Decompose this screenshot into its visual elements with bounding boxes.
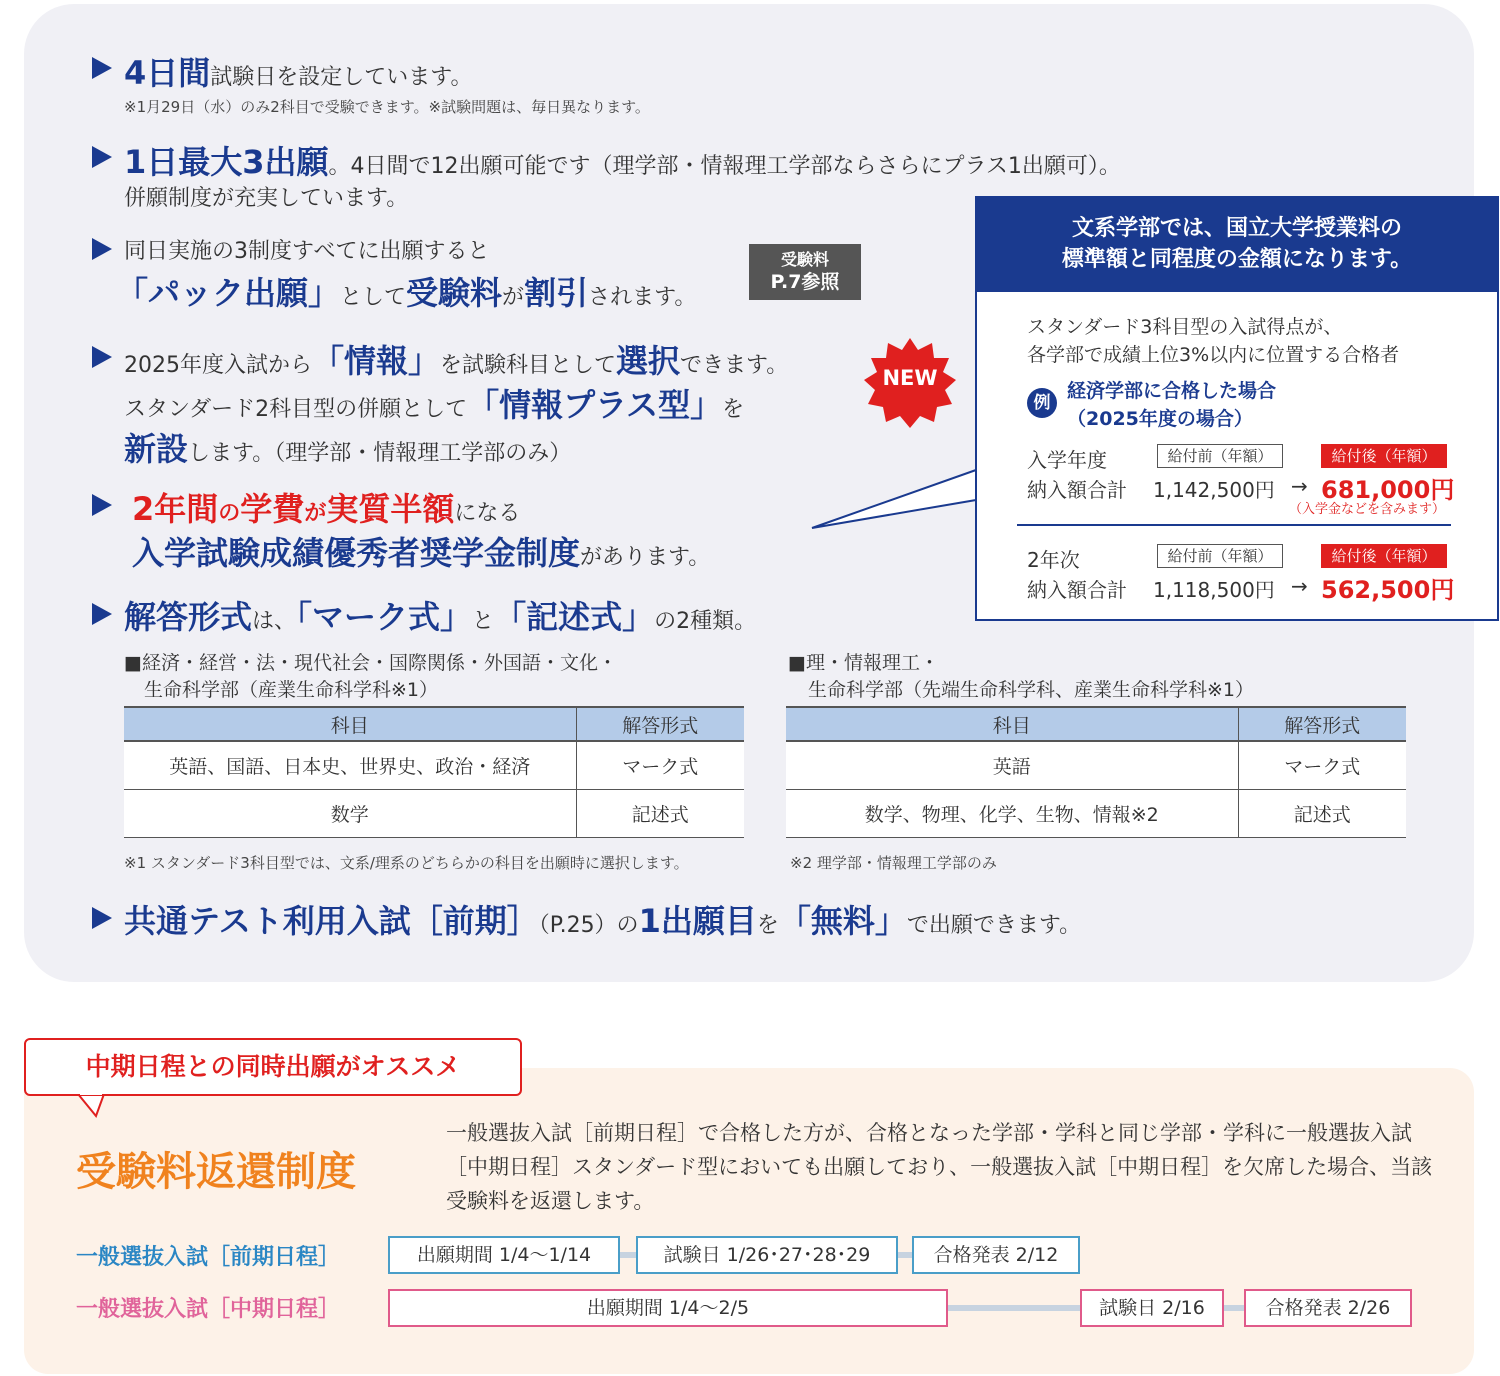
bullet-1-note: ※1月29日（水）のみ2科目で受験できます。※試験問題は、毎日異なります。 <box>124 98 650 116</box>
after-tag: 給付後（年額） <box>1321 444 1447 468</box>
bullet-4-line3: 新設します。（理学部・情報理工学部のみ） <box>124 430 572 468</box>
row1-before: 1,142,500円 <box>1153 478 1275 502</box>
callout-desc-1: スタンダード3科目型の入試得点が、 <box>1027 316 1343 338</box>
bullet-2-text: 。4日間で12出願可能です（理学部・情報理工学部ならさらにプラス1出願可）。 <box>328 154 1121 179</box>
example-subtitle: （2025年度の場合） <box>1067 408 1253 430</box>
left-footnote: ※1 スタンダード3科目型では、文系/理系のどちらかの科目を出願時に選択します。 <box>124 854 689 872</box>
bullet-5-line1: 2年間の学費が実質半額になる <box>132 490 521 528</box>
connector <box>946 1305 1082 1311</box>
mid-exam-date: 試験日 2/16 <box>1080 1289 1224 1327</box>
bullet-3-line1: 同日実施の3制度すべてに出願すると <box>124 239 490 264</box>
callout-header: 文系学部では、国立大学授業料の 標準額と同程度の金額になります。 <box>977 198 1497 292</box>
connector <box>1222 1305 1246 1311</box>
early-apply-period: 出願期間 1/4〜1/14 <box>388 1236 620 1274</box>
before-tag: 給付前（年額） <box>1157 444 1283 468</box>
row2-label: 2年次 <box>1027 548 1080 572</box>
row2-after: 562,500円 <box>1321 576 1455 604</box>
after-tag: 給付後（年額） <box>1321 544 1447 568</box>
table-row: 数学、物理、化学、生物、情報※2 記述式 <box>786 789 1406 837</box>
bullet-4-line1: 2025年度入試から「情報」を試験科目として選択できます。 <box>124 342 789 380</box>
early-schedule-label: 一般選抜入試［前期日程］ <box>76 1245 341 1270</box>
bullet-6: 解答形式は、「マーク式」と「記述式」の2種類。 <box>124 598 757 636</box>
early-result-date: 合格発表 2/12 <box>912 1236 1080 1274</box>
row1-note: （入学金などを含みます） <box>1289 502 1446 517</box>
left-table-caption-1: ■経済・経営・法・現代社会・国際関係・外国語・文化・ <box>124 652 617 674</box>
right-table-caption-2: 生命科学部（先端生命科学科、産業生命科学科※1） <box>808 679 1255 701</box>
table-header: 解答形式 <box>1238 707 1406 741</box>
row1-label-2: 納入額合計 <box>1027 478 1127 502</box>
right-footnote: ※2 理学部・情報理工学部のみ <box>790 854 997 872</box>
recommend-label: 中期日程との同時出願がオススメ <box>24 1038 522 1096</box>
table-row: 英語 マーク式 <box>786 741 1406 789</box>
arrow-icon: → <box>1291 474 1308 498</box>
left-table-caption-2: 生命科学部（産業生命科学科※1） <box>144 679 439 701</box>
callout-desc-2: 各学部で成績上位3%以内に位置する合格者 <box>1027 344 1400 366</box>
bullet-4-line2: スタンダード2科目型の併願として「情報プラス型」を <box>124 386 745 424</box>
bullet-7: 共通テスト利用入試［前期］（P.25）の1出願目を「無料」で出願できます。 <box>124 902 1082 940</box>
example-title: 経済学部に合格した場合 <box>1067 380 1277 402</box>
bullet-2-line2: 併願制度が充実しています。 <box>124 186 409 211</box>
row2-before: 1,118,500円 <box>1153 578 1275 602</box>
mid-result-date: 合格発表 2/26 <box>1244 1289 1412 1327</box>
table-header: 解答形式 <box>576 707 744 741</box>
mid-schedule-label: 一般選抜入試［中期日程］ <box>76 1297 341 1322</box>
new-badge: NEW <box>862 336 958 432</box>
bullet-5-line2: 入学試験成績優秀者奨学金制度があります。 <box>132 534 711 572</box>
fee-reference-badge: 受験料 P.7参照 <box>749 244 861 300</box>
example-mark: 例 <box>1027 388 1057 418</box>
table-row: 英語、国語、日本史、世界史、政治・経済 マーク式 <box>124 741 744 789</box>
bullet-3-line2: 「パック出願」として受験料が割引されます。 <box>116 274 697 312</box>
refund-description: 一般選抜入試［前期日程］で合格した方が、合格となった学部・学科と同じ学部・学科に一般選抜入試［中期日程］スタンダード型においても出願しており、一般選抜入試［中期日程］を欠席した場合、当該受験料を返還します。 <box>446 1121 1433 1213</box>
bullet-2-emphasis: 1日最大3出願 <box>124 143 329 181</box>
arrow-icon: → <box>1291 574 1308 598</box>
row1-label: 入学年度 <box>1027 448 1107 472</box>
early-exam-date: 試験日 1/26･27･28･29 <box>636 1236 898 1274</box>
right-table-caption-1: ■理・情報理工・ <box>788 652 939 674</box>
connector <box>618 1252 638 1258</box>
bullet-1-emphasis: 4日間 <box>124 54 211 92</box>
refund-title: 受験料返還制度 <box>76 1149 356 1195</box>
row1-after: 681,000円 <box>1321 476 1455 504</box>
table-header: 科目 <box>124 707 576 741</box>
mid-apply-period: 出願期間 1/4〜2/5 <box>388 1289 948 1327</box>
table-header: 科目 <box>786 707 1238 741</box>
before-tag: 給付前（年額） <box>1157 544 1283 568</box>
bullet-1-text: 試験日を設定しています。 <box>210 65 473 90</box>
row2-label-2: 納入額合計 <box>1027 578 1127 602</box>
table-row: 数学 記述式 <box>124 789 744 837</box>
